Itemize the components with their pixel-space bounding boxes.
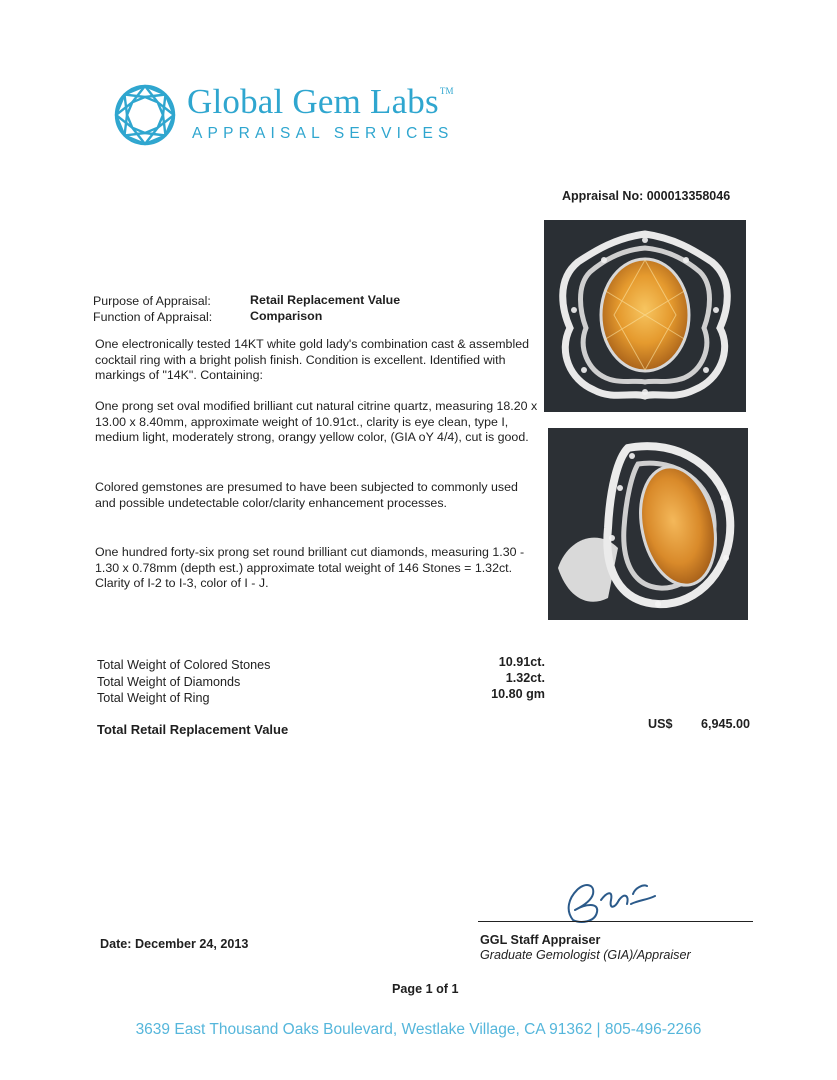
brand-name: Global Gem Labs™ — [187, 82, 454, 121]
total-colored-stones-value: 10.91ct. — [498, 655, 545, 669]
faceted-gem-logo-icon — [113, 83, 177, 147]
function-label: Function of Appraisal: — [93, 310, 213, 324]
purpose-label: Purpose of Appraisal: — [93, 294, 211, 308]
appraisal-date: Date: December 24, 2013 — [100, 937, 249, 951]
signature-line — [478, 921, 753, 922]
appraiser-name: GGL Staff Appraiser — [480, 933, 601, 947]
total-ring-weight-label: Total Weight of Ring — [97, 691, 210, 705]
appraiser-title: Graduate Gemologist (GIA)/Appraiser — [480, 948, 691, 962]
total-diamonds-value: 1.32ct. — [505, 671, 545, 685]
total-diamonds-label: Total Weight of Diamonds — [97, 675, 241, 689]
ring-photo-side — [548, 428, 748, 620]
description-paragraph: One prong set oval modified brilliant cut natural citrine quartz, measuring 18.20 x 13.00 x 8.40mm, approximate weight of 10.91ct., clarity is eye clean, type I, medium light, moderately strong, orangy yellow color, (GIA oY 4/4), cut is good. — [95, 399, 538, 445]
trademark-mark: TM — [439, 86, 454, 96]
ring-photo-front — [544, 220, 746, 412]
currency-label: US$ — [648, 717, 673, 731]
description-paragraph: Colored gemstones are presumed to have been subjected to commonly used and possible undetectable color/clarity enhancement processes. — [95, 480, 518, 510]
function-value: Comparison — [250, 309, 323, 323]
footer-address: 3639 East Thousand Oaks Boulevard, Westlake Village, CA 91362 | 805-496-2266 — [135, 1021, 702, 1038]
description-paragraph: One hundred forty-six prong set round brilliant cut diamonds, measuring 1.30 - 1.30 x 0.78mm (depth est.) approximate total weight of 146 Stones = 1.32ct. Clarity of I-2 to I-3, color of I - J. — [95, 545, 525, 591]
brand-subtitle: APPRAISAL SERVICES — [192, 125, 454, 142]
total-ring-weight-value: 10.80 gm — [491, 687, 545, 701]
description-paragraph: One electronically tested 14KT white gold lady's combination cast & assembled cocktail ring with a bright polish finish. Condition is excellent. Identified with markings of "14K". Containing: — [95, 337, 529, 383]
purpose-value: Retail Replacement Value — [250, 293, 401, 307]
retail-value-amount: 6,945.00 — [700, 717, 750, 731]
total-colored-stones-label: Total Weight of Colored Stones — [97, 658, 271, 672]
page-number: Page 1 of 1 — [392, 982, 459, 996]
appraisal-number: Appraisal No: 000013358046 — [562, 189, 731, 203]
handwritten-signature — [555, 870, 665, 928]
retail-value-label: Total Retail Replacement Value — [97, 722, 289, 737]
